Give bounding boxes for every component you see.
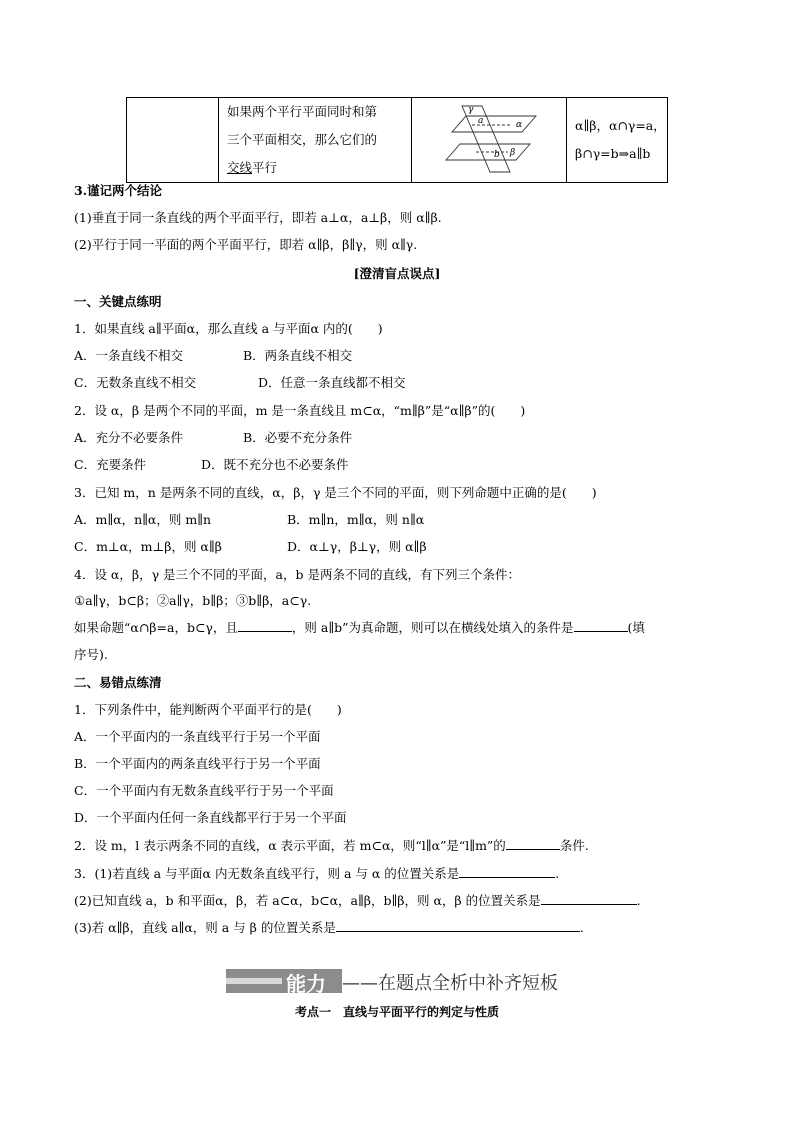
- p2-q3-1-blank[interactable]: [459, 865, 555, 878]
- table-empty-cell: [127, 98, 219, 183]
- s3-p1: (1)垂直于同一条直线的两个平面平行，即若 a⊥α，a⊥β，则 α∥β.: [74, 210, 442, 225]
- p1-q4-conditions: ①a∥γ，b⊂β；②a∥γ，b∥β；③b∥β，a⊂γ.: [74, 593, 312, 608]
- theorem-line-3: [227, 154, 411, 182]
- p2-q2-tail: 条件.: [559, 838, 589, 853]
- p1-q3: 3．已知 m，n 是两条不同的直线，α，β，γ 是三个不同的平面，则下列命题中正确的是( ): [74, 485, 597, 500]
- p1-q3-d: D．α⊥γ，β⊥γ，则 α∥β: [287, 539, 427, 554]
- p2-q2: [74, 836, 589, 854]
- p1-q4-text-3: (填: [627, 620, 645, 635]
- symbolic-cell: [567, 98, 668, 183]
- symbolic-line-1: α∥β，α∩γ=a，: [575, 118, 666, 133]
- topic-1-title: 考点一 直线与平面平行的判定与性质: [294, 1005, 499, 1019]
- p2-q3-2-blank[interactable]: [541, 892, 637, 905]
- p2-q3-1-text: 3．(1)若直线 a 与平面α 内无数条直线平行，则 a 与 α 的位置关系是: [74, 866, 460, 881]
- p2-q3-2-dot: .: [636, 893, 641, 908]
- s3-title: 3.谨记两个结论: [74, 183, 163, 198]
- p2-q3-1: [74, 864, 559, 882]
- label-a: a: [478, 116, 484, 126]
- banner-stripe: [226, 978, 282, 984]
- part2-title: 二、易错点练清: [74, 675, 162, 690]
- label-gamma: γ: [468, 105, 474, 115]
- symbolic-line-2: β∩γ=b⇒a∥b: [575, 146, 651, 161]
- p1-q1-b: B．两条直线不相交: [243, 348, 353, 363]
- p1-q4-blank-2[interactable]: [574, 619, 628, 632]
- p1-q4-text-1: 如果命题“α∩β=a，b⊂γ，且: [74, 620, 238, 635]
- p1-q2-c: C．充要条件: [74, 457, 147, 472]
- p1-q3-a: A．m∥α，n∥α，则 m∥n: [74, 512, 212, 527]
- banner-text: ——在题点全析中补齐短板: [342, 973, 558, 994]
- p2-q1-c: C．一个平面内有无数条直线平行于另一个平面: [74, 783, 334, 798]
- banner-label: 能力: [286, 972, 326, 996]
- s3-p2: (2)平行于同一平面的两个平面平行，即若 α∥β，β∥γ，则 α∥γ.: [74, 237, 418, 252]
- theorem-text-cell: [219, 98, 412, 183]
- p1-q1-d: D．任意一条直线都不相交: [258, 375, 406, 390]
- label-alpha: α: [516, 120, 523, 130]
- p2-q3-3-dot: .: [579, 920, 584, 935]
- label-b: b: [494, 150, 500, 160]
- p1-q4: 4．设 α，β，γ 是三个不同的平面，a，b 是两条不同的直线，有下列三个条件：: [74, 567, 520, 582]
- p1-q2: 2．设 α，β 是两个不同的平面，m 是一条直线且 m⊂α，“m∥β”是“α∥β”的( ): [74, 403, 526, 418]
- p1-q2-d: D．既不充分也不必要条件: [201, 457, 349, 472]
- three-planes-figure: [412, 98, 566, 182]
- p2-q3-2-text: (2)已知直线 a，b 和平面α，β，若 a⊂α，b⊂α，a∥β，b∥β，则 α，β 的位置关系是: [74, 893, 541, 908]
- p2-q3-3: [74, 918, 584, 936]
- p1-q3-b: B．m∥n，m∥α，则 n∥α: [287, 512, 425, 527]
- p2-q3-3-blank[interactable]: [336, 919, 580, 932]
- theorem-line-3-tail: 平行: [252, 160, 278, 175]
- p1-q1: 1．如果直线 a∥平面α，那么直线 a 与平面α 内的( ): [74, 321, 383, 336]
- label-beta: β: [510, 148, 516, 158]
- p1-q2-a: A．充分不必要条件: [74, 430, 184, 445]
- part1-title: 一、关键点练明: [74, 294, 162, 309]
- p1-q4-tail: 序号).: [74, 647, 108, 662]
- p1-q2-b: B．必要不充分条件: [243, 430, 353, 445]
- keyword-intersection-line: 交线: [227, 160, 253, 175]
- theorem-table: [126, 97, 668, 183]
- p1-q4-text-2: ，则 a∥b”为真命题，则可以在横线处填入的条件是: [291, 620, 574, 635]
- theorem-line-1: 如果两个平行平面同时和第: [227, 104, 378, 119]
- figure-cell: [412, 98, 567, 183]
- p2-q1-b: B．一个平面内的两条直线平行于另一个平面: [74, 756, 321, 771]
- p1-q3-c: C．m⊥α，m⊥β，则 α∥β: [74, 539, 222, 554]
- section-title: [澄清盲点误点]: [353, 266, 441, 281]
- p2-q3-3-text: (3)若 α∥β，直线 a∥α，则 a 与 β 的位置关系是: [74, 920, 336, 935]
- p1-q1-a: A．一条直线不相交: [74, 348, 184, 363]
- p2-q3-2: [74, 891, 641, 909]
- p2-q1-a: A．一个平面内的一条直线平行于另一个平面: [74, 729, 321, 744]
- plane-alpha: [452, 116, 536, 132]
- p1-q4-question: [74, 618, 645, 636]
- p1-q4-blank-1[interactable]: [238, 619, 292, 632]
- p1-q1-c: C．无数条直线不相交: [74, 375, 197, 390]
- theorem-line-2: 三个平面相交，那么它们的: [227, 132, 378, 147]
- p2-q3-1-dot: .: [555, 866, 560, 881]
- p2-q1: 1．下列条件中，能判断两个平面平行的是( ): [74, 702, 342, 717]
- p2-q1-d: D．一个平面内任何一条直线都平行于另一个平面: [74, 810, 347, 825]
- p2-q2-text: 2．设 m，l 表示两条不同的直线，α 表示平面，若 m⊂α，则“l∥α”是“l∥m”的: [74, 838, 506, 853]
- p2-q2-blank[interactable]: [506, 837, 560, 850]
